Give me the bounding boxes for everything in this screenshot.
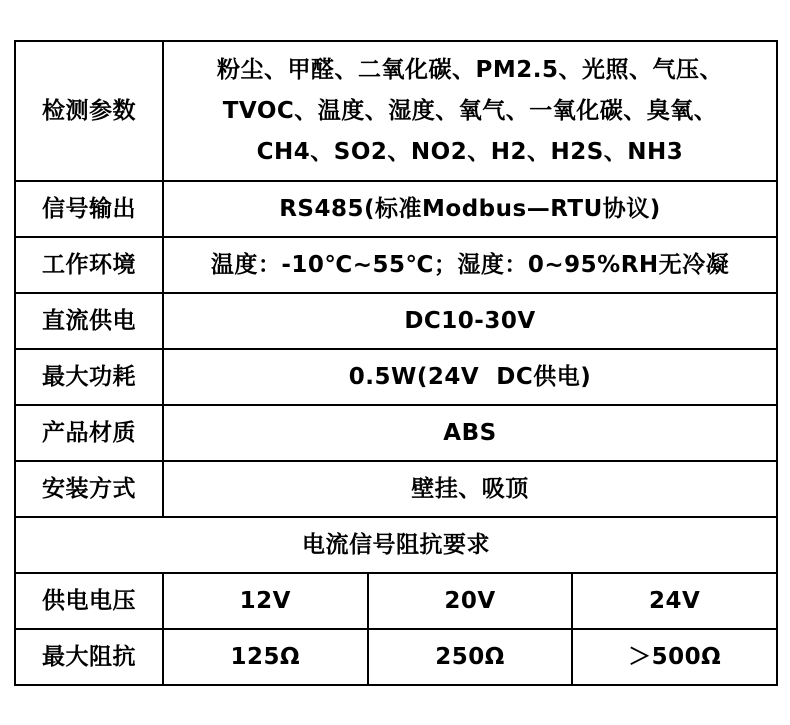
detection-params-line-2: TVOC、温度、湿度、氧气、一氧化碳、臭氧、 (222, 97, 718, 124)
row-signal-output (15, 181, 777, 237)
supply-voltage-label: 供电电压 (15, 573, 163, 629)
detection-params-value (163, 41, 777, 181)
voltage-cell: 12V (163, 573, 368, 629)
signal-output-value: RS485(标准Modbus—RTU协议) (163, 181, 777, 237)
material-label: 产品材质 (15, 405, 163, 461)
max-impedance-label: 最大阻抗 (15, 629, 163, 685)
voltage-cell: 24V (572, 573, 777, 629)
impedance-section-title: 电流信号阻抗要求 (15, 517, 777, 573)
detection-params-line-3: CH4、SO2、NO2、H2、H2S、NH3 (256, 138, 684, 165)
dc-supply-value: DC10-30V (163, 293, 777, 349)
row-material (15, 405, 777, 461)
material-value: ABS (163, 405, 777, 461)
impedance-cell: ＞500Ω (572, 629, 777, 685)
voltage-cell: 20V (368, 573, 573, 629)
row-supply-voltage (15, 573, 777, 629)
row-max-power (15, 349, 777, 405)
spec-table (14, 40, 778, 686)
max-power-label: 最大功耗 (15, 349, 163, 405)
row-max-impedance (15, 629, 777, 685)
installation-value: 壁挂、吸顶 (163, 461, 777, 517)
row-section-title (15, 517, 777, 573)
row-working-environment (15, 237, 777, 293)
working-environment-label: 工作环境 (15, 237, 163, 293)
working-environment-value: 温度：-10℃~55℃；湿度：0~95%RH无冷凝 (163, 237, 777, 293)
row-installation (15, 461, 777, 517)
impedance-cell: 125Ω (163, 629, 368, 685)
impedance-cell: 250Ω (368, 629, 573, 685)
installation-label: 安装方式 (15, 461, 163, 517)
signal-output-label: 信号输出 (15, 181, 163, 237)
max-power-value: 0.5W(24V DC供电) (163, 349, 777, 405)
detection-params-label: 检测参数 (15, 41, 163, 181)
row-detection-params (15, 41, 777, 181)
row-dc-supply (15, 293, 777, 349)
dc-supply-label: 直流供电 (15, 293, 163, 349)
detection-params-line-1: 粉尘、甲醛、二氧化碳、PM2.5、光照、气压、 (217, 56, 723, 83)
